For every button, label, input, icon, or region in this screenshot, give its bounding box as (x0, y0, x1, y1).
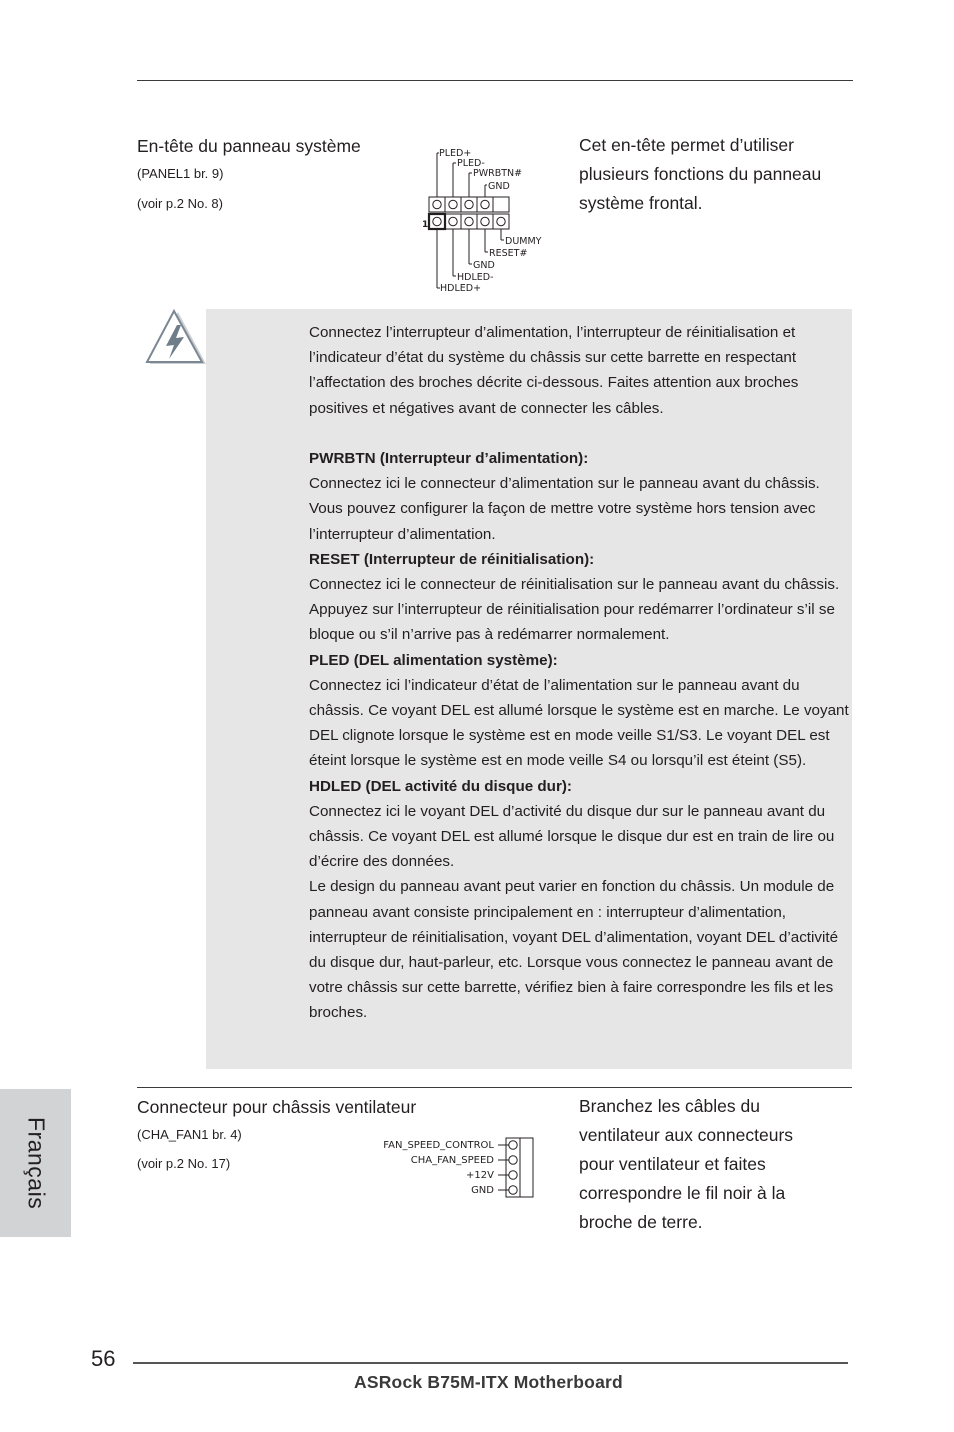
reset-label: RESET# (489, 248, 528, 259)
panel-header-description: Cet en-tête permet d’utiliser plusieurs fonctions du panneau système frontal. (579, 135, 822, 213)
panel-pin-diagram (420, 140, 560, 296)
cha-fan-speed-label: CHA_FAN_SPEED (410, 1155, 494, 1166)
fan-pin-diagram (366, 1134, 538, 1200)
footer-product: ASRock B75M-ITX Motherboard (354, 1372, 623, 1392)
pin-one-label: 1 (422, 220, 429, 230)
panel-header-reference: (voir p.2 No. 8) (137, 196, 223, 211)
panel-header-pin-count: (PANEL1 br. 9) (137, 166, 224, 181)
pled-minus-label: PLED- (457, 158, 485, 169)
note-intro: Connectez l’interrupteur d’alimentation, l’interrupteur de réinitialisation et l’indicateur d’état du système du châssis sur cette barrette en respectant l’affectation des broches décrite ci-dessous. Faites attention aux broches positives et négatives avant de connecter les câbles. (309, 324, 799, 417)
fan-title: Connecteur pour châssis ventilateur (137, 1097, 417, 1117)
gnd-bottom-label: GND (473, 260, 495, 271)
gnd-fan-label: GND (471, 1185, 494, 1196)
note-text (309, 320, 854, 1026)
top-rule (137, 80, 853, 81)
panel-header-title: En-tête du panneau système (137, 136, 361, 156)
gnd-top-label: GND (488, 181, 510, 192)
hdled-text: Connectez ici le voyant DEL d’activité du disque dur sur le panneau avant du châssis. Ce voyant DEL est allumé lorsque le disque dur est en train de lire ou d’écrire des données. (309, 802, 835, 871)
fan-speed-control-label: FAN_SPEED_CONTROL (383, 1140, 494, 1151)
fan-pin-count: (CHA_FAN1 br. 4) (137, 1127, 242, 1142)
fan-description: Branchez les câbles du ventilateur aux connecteurs pour ventilateur et faites correspondre le fil noir à la broche de terre. (579, 1096, 794, 1232)
page-number: 56 (91, 1346, 116, 1371)
reset-text: Connectez ici le connecteur de réinitialisation sur le panneau avant du châssis. Appuyez sur l’interrupteur de réinitialisation pour redémarrer l’ordinateur s’il se bloque ou s’il n’arrive pas à redémarrer normalement. (309, 576, 840, 644)
pwrbtn-label: PWRBTN# (473, 168, 523, 179)
hdled-minus-label: HDLED- (457, 272, 494, 283)
closing-text: Le design du panneau avant peut varier en fonction du châssis. Un module de panneau avant consiste principalement en : interrupteur d’alimentation, interrupteur de réinitialisation, voyant DEL d’alimentation, voyant DEL d’activité du disque dur, haut-parleur, etc. Lorsque vous connectez le panneau avant de votre châssis sur cette barrette, vérifiez bien à faire correspondre les fils et les broches. (309, 878, 839, 1022)
warning-triangle-lightning-icon (144, 308, 208, 368)
fan-reference: (voir p.2 No. 17) (137, 1156, 231, 1171)
hdled-heading: HDLED (DEL activité du disque dur): (309, 777, 572, 795)
pwrbtn-heading: PWRBTN (Interrupteur d’alimentation): (309, 450, 589, 467)
pled-heading: PLED (DEL alimentation système): (309, 651, 558, 669)
reset-heading: RESET (Interrupteur de réinitialisation): (309, 550, 595, 568)
language-tab-label: Français (23, 1116, 50, 1210)
footer-rule (133, 1362, 848, 1364)
middle-rule (137, 1087, 852, 1088)
pled-text: Connectez ici l’indicateur d’état de l’alimentation sur le panneau avant du châssis. Ce voyant DEL est allumé lorsque le système est en marche. Le voyant DEL clignote lorsque le système est en mode veille S1/S3. Le voyant DEL est éteint lorsque le système est en mode veille S4 ou lorsqu’il est éteint (S5). (309, 676, 849, 770)
pled-plus-label: PLED+ (439, 148, 472, 159)
plus-12v-label: +12V (466, 1170, 494, 1181)
pwrbtn-text: Connectez ici le connecteur d’alimentation sur le panneau avant du châssis. Vous pouvez configurer la façon de mettre votre système hors tension avec l’interrupteur d’alimentation. (309, 475, 820, 543)
hdled-plus-label: HDLED+ (440, 283, 482, 294)
dummy-label: DUMMY (505, 236, 542, 247)
